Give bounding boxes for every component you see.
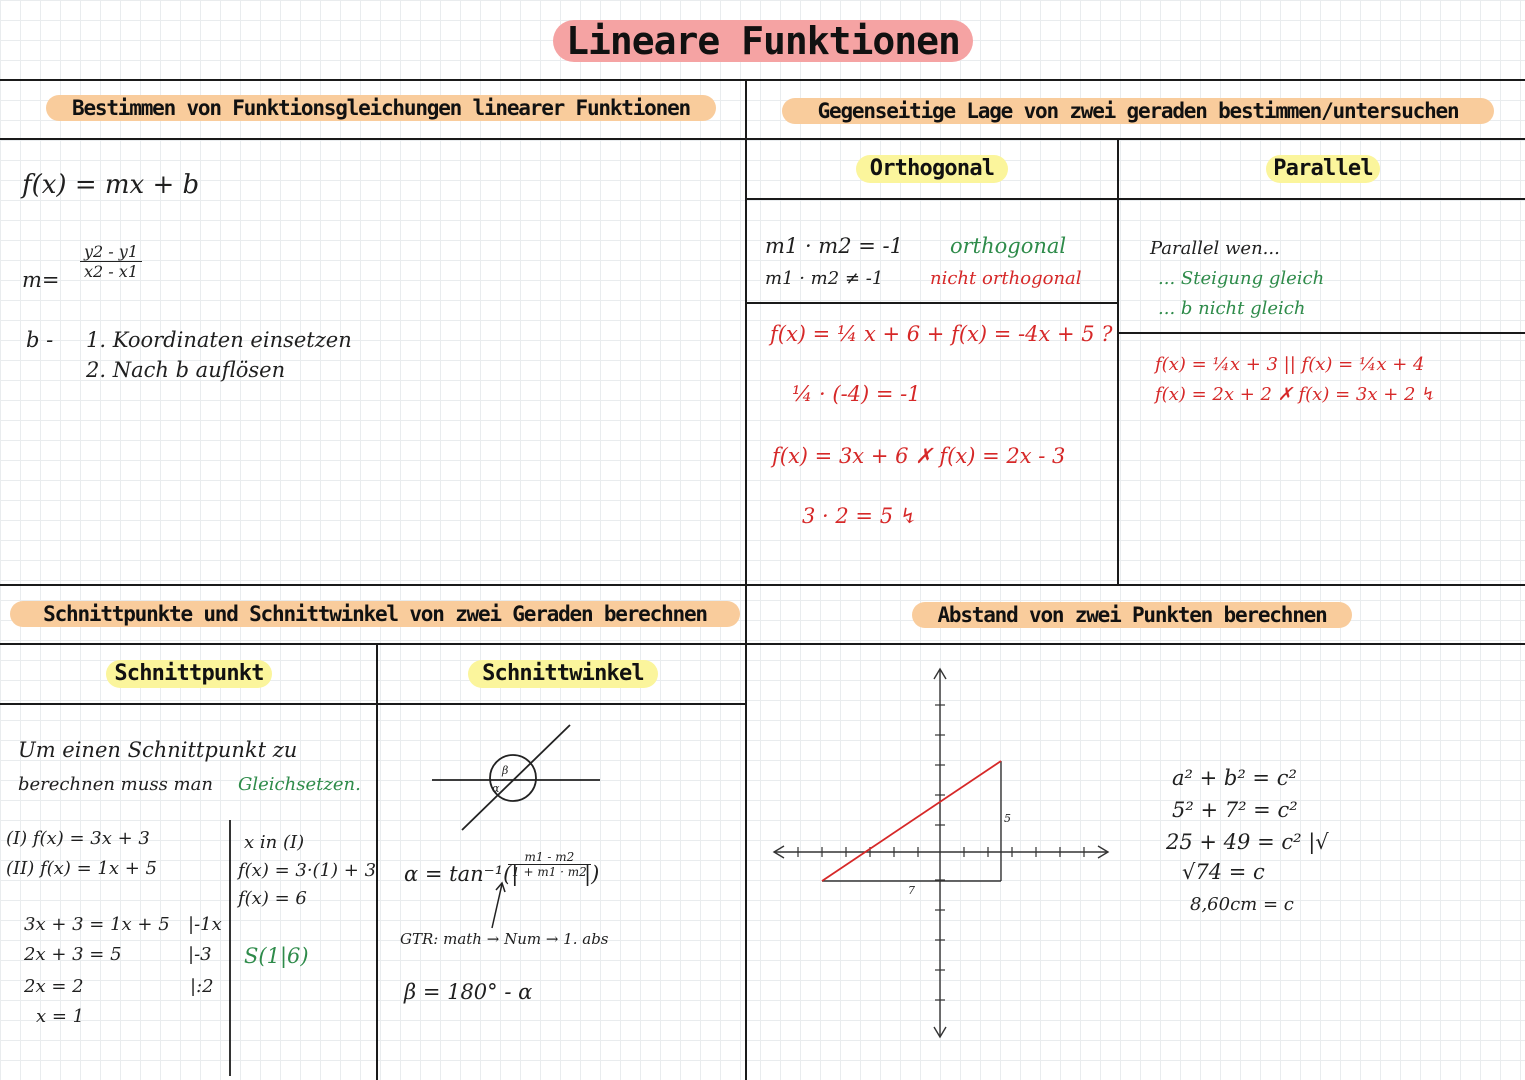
intersection-angle-sketch <box>430 720 605 835</box>
page-title: Lineare Funktionen <box>553 20 973 62</box>
pythagoras-line-1: a² + b² = c² <box>1172 766 1297 790</box>
section-heading-bestimmen: Bestimmen von Funktionsgleichungen linearer Funktionen <box>46 95 716 121</box>
divider <box>0 138 1525 140</box>
b-label: b - <box>26 328 54 352</box>
gtr-instruction: GTR: math → Num → 1. abs <box>400 930 609 948</box>
solve-step-1: 3x + 3 = 1x + 5 <box>24 914 170 935</box>
divider <box>0 703 746 705</box>
orthogonal-example-1-calc: ¼ · (-4) = -1 <box>792 382 921 406</box>
distance-coordinate-sketch <box>770 665 1115 1045</box>
orthogonal-rule-2-tag: nicht orthogonal <box>930 268 1082 289</box>
substitution-2: f(x) = 3·(1) + 3 <box>238 860 377 881</box>
pythagoras-line-2: 5² + 7² = c² <box>1172 798 1298 822</box>
divider <box>0 643 1525 645</box>
sub-heading-schnittwinkel: Schnittwinkel <box>468 660 658 688</box>
substitution-3: f(x) = 6 <box>238 888 307 909</box>
solve-step-3: 2x = 2 <box>24 976 84 997</box>
section-heading-schnitt: Schnittpunkte und Schnittwinkel von zwei Geraden berechnen <box>10 601 740 627</box>
schnittpunkt-intro-green: Gleichsetzen. <box>238 774 361 795</box>
parallel-rule-1: ... Steigung gleich <box>1158 268 1325 289</box>
pythagoras-result: 8,60cm = c <box>1190 894 1294 915</box>
formula-linear: f(x) = mx + b <box>22 170 200 200</box>
solve-step-1-op: |-1x <box>188 914 222 935</box>
sub-heading-orthogonal: Orthogonal <box>856 155 1008 183</box>
beta-formula: β = 180° - α <box>404 980 533 1004</box>
divider <box>0 584 1525 586</box>
solve-step-2: 2x + 3 = 5 <box>24 944 122 965</box>
section-heading-lage: Gegenseitige Lage von zwei geraden bestimmen/untersuchen <box>782 98 1494 124</box>
divider <box>229 820 231 1076</box>
b-step-2: 2. Nach b auflösen <box>86 358 286 382</box>
m-numerator: y2 - y1 <box>80 242 142 262</box>
distance-label-7: 7 <box>908 884 915 897</box>
divider <box>1117 332 1525 334</box>
sub-heading-schnittpunkt: Schnittpunkt <box>106 660 272 688</box>
angle-alpha-label: α <box>492 782 500 795</box>
orthogonal-rule-2: m1 · m2 ≠ -1 <box>765 268 884 289</box>
orthogonal-example-2-calc: 3 · 2 = 5 ↯ <box>802 504 918 528</box>
alpha-fraction-numerator: m1 - m2 <box>508 850 591 865</box>
orthogonal-rule-1-tag: orthogonal <box>950 234 1067 258</box>
pythagoras-line-3: 25 + 49 = c² |√ <box>1166 830 1329 854</box>
divider <box>0 79 1525 81</box>
alpha-fraction <box>508 850 591 879</box>
solve-step-4: x = 1 <box>36 1006 85 1027</box>
sub-heading-parallel: Parallel <box>1266 155 1380 183</box>
parallel-rule-2: ... b nicht gleich <box>1158 298 1306 319</box>
schnittpunkt-intro-1: Um einen Schnittpunkt zu <box>18 738 298 762</box>
arrow-icon <box>488 880 508 930</box>
divider <box>376 643 378 1080</box>
distance-label-5: 5 <box>1004 812 1011 825</box>
intersection-result: S(1|6) <box>244 944 309 968</box>
m-label: m= <box>22 268 60 292</box>
orthogonal-example-2: f(x) = 3x + 6 ✗ f(x) = 2x - 3 <box>772 444 1066 468</box>
alpha-fraction-denominator: 1 + m1 · m2 <box>512 865 587 879</box>
substitution-1: x in (I) <box>244 832 305 853</box>
divider <box>745 198 1525 200</box>
schnittpunkt-intro-2: berechnen muss man <box>18 774 213 795</box>
divider <box>745 302 1117 304</box>
divider <box>1117 138 1119 585</box>
b-step-1: 1. Koordinaten einsetzen <box>86 328 352 352</box>
orthogonal-example-1: f(x) = ¼ x + 6 + f(x) = -4x + 5 ? <box>770 322 1113 346</box>
orthogonal-rule-1: m1 · m2 = -1 <box>765 234 903 258</box>
pythagoras-line-4: √74 = c <box>1182 860 1265 884</box>
alpha-formula-prefix: α = tan⁻¹(| <box>404 862 519 886</box>
alpha-formula-suffix: |) <box>584 862 600 886</box>
parallel-rule-intro: Parallel wen... <box>1150 238 1280 259</box>
angle-beta-label: β <box>502 764 509 777</box>
solve-step-3-op: |:2 <box>190 976 214 997</box>
parallel-example-2: f(x) = 2x + 2 ✗ f(x) = 3x + 2 ↯ <box>1155 384 1437 405</box>
m-denominator: x2 - x1 <box>84 262 138 281</box>
equation-2: (II) f(x) = 1x + 5 <box>6 858 157 879</box>
m-fraction <box>80 242 142 281</box>
equation-1: (I) f(x) = 3x + 3 <box>6 828 150 849</box>
parallel-example-1: f(x) = ¼x + 3 || f(x) = ¼x + 4 <box>1155 354 1425 375</box>
divider <box>745 79 747 1080</box>
section-heading-abstand: Abstand von zwei Punkten berechnen <box>912 602 1352 628</box>
solve-step-2-op: |-3 <box>188 944 212 965</box>
